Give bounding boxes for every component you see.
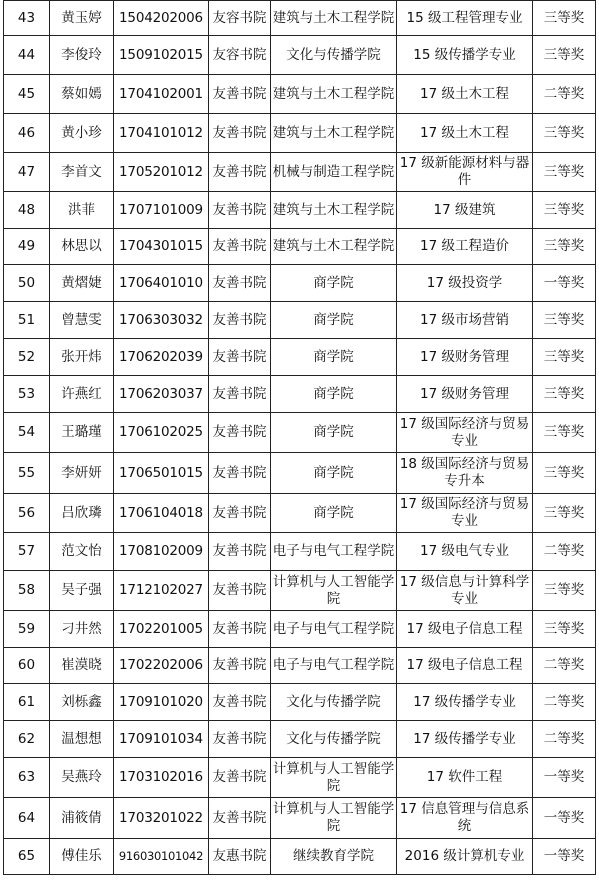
student-id-cell: 1703201022 [114, 798, 209, 839]
student-id-cell: 1709101020 [114, 684, 209, 721]
row-number-cell: 55 [4, 453, 50, 494]
student-id-cell: 1704101012 [114, 114, 209, 153]
major-name-cell: 17 级国际经济与贸易专业 [397, 413, 533, 453]
major-name-cell: 17 级财务管理 [397, 376, 533, 413]
award-level-cell: 二等奖 [533, 533, 596, 571]
major-name-cell: 17 级财务管理 [397, 339, 533, 376]
table-row [4, 413, 596, 453]
major-name-cell: 15 级工程管理专业 [397, 1, 533, 36]
student-id-cell: 1708102009 [114, 533, 209, 571]
major-name-cell: 17 级信息与计算科学专业 [397, 571, 533, 611]
college-name-cell: 商学院 [271, 413, 397, 453]
table-row [4, 611, 596, 648]
award-level-cell: 三等奖 [533, 413, 596, 453]
student-id-cell: 1704102001 [114, 75, 209, 114]
major-name-cell: 15 级传播学专业 [397, 36, 533, 75]
college-name-cell: 商学院 [271, 494, 397, 533]
major-name-cell: 17 级投资学 [397, 265, 533, 302]
major-name-cell: 17 级传播学专业 [397, 684, 533, 721]
college-name-cell: 计算机与人工智能学院 [271, 758, 397, 798]
table-row [4, 533, 596, 571]
award-level-cell: 一等奖 [533, 758, 596, 798]
student-id-cell: 1702202006 [114, 648, 209, 684]
academy-name-cell: 友善书院 [209, 75, 271, 114]
student-id-cell: 1509102015 [114, 36, 209, 75]
row-number-cell: 49 [4, 229, 50, 265]
row-number-cell: 57 [4, 533, 50, 571]
row-number-cell: 60 [4, 648, 50, 684]
row-number-cell: 52 [4, 339, 50, 376]
row-number-cell: 59 [4, 611, 50, 648]
student-name-cell: 温想想 [50, 721, 114, 758]
college-name-cell: 建筑与土木工程学院 [271, 75, 397, 114]
table-row [4, 302, 596, 339]
academy-name-cell: 友善书院 [209, 229, 271, 265]
major-name-cell: 17 级电子信息工程 [397, 648, 533, 684]
academy-name-cell: 友惠书院 [209, 839, 271, 875]
major-name-cell: 17 级国际经济与贸易专业 [397, 494, 533, 533]
award-level-cell: 三等奖 [533, 302, 596, 339]
student-id-cell: 1706203037 [114, 376, 209, 413]
student-id-cell: 1706303032 [114, 302, 209, 339]
row-number-cell: 53 [4, 376, 50, 413]
student-id-cell: 1706102025 [114, 413, 209, 453]
academy-name-cell: 友善书院 [209, 494, 271, 533]
student-name-cell: 傅佳乐 [50, 839, 114, 875]
major-name-cell: 17 软件工程 [397, 758, 533, 798]
row-number-cell: 62 [4, 721, 50, 758]
academy-name-cell: 友容书院 [209, 36, 271, 75]
student-id-cell: 1712102027 [114, 571, 209, 611]
row-number-cell: 56 [4, 494, 50, 533]
student-id-cell: 1703102016 [114, 758, 209, 798]
table-row [4, 721, 596, 758]
table-row [4, 758, 596, 798]
college-name-cell: 继续教育学院 [271, 839, 397, 875]
student-name-cell: 王璐瑾 [50, 413, 114, 453]
college-name-cell: 商学院 [271, 302, 397, 339]
row-number-cell: 45 [4, 75, 50, 114]
student-name-cell: 蔡如嫣 [50, 75, 114, 114]
college-name-cell: 商学院 [271, 265, 397, 302]
table-row [4, 114, 596, 153]
award-level-cell: 一等奖 [533, 839, 596, 875]
award-table [3, 0, 596, 875]
row-number-cell: 44 [4, 36, 50, 75]
student-name-cell: 范文怡 [50, 533, 114, 571]
table-row [4, 265, 596, 302]
table-row [4, 839, 596, 875]
table-row [4, 339, 596, 376]
major-name-cell: 17 级土木工程 [397, 114, 533, 153]
student-id-cell: 1709101034 [114, 721, 209, 758]
academy-name-cell: 友善书院 [209, 648, 271, 684]
college-name-cell: 电子与电气工程学院 [271, 611, 397, 648]
student-id-cell: 1706501015 [114, 453, 209, 494]
major-name-cell: 17 级电气专业 [397, 533, 533, 571]
table-row [4, 648, 596, 684]
row-number-cell: 43 [4, 1, 50, 36]
college-name-cell: 机械与制造工程学院 [271, 153, 397, 192]
award-level-cell: 三等奖 [533, 114, 596, 153]
academy-name-cell: 友善书院 [209, 302, 271, 339]
college-name-cell: 文化与传播学院 [271, 721, 397, 758]
award-level-cell: 三等奖 [533, 339, 596, 376]
award-level-cell: 三等奖 [533, 494, 596, 533]
academy-name-cell: 友善书院 [209, 265, 271, 302]
row-number-cell: 58 [4, 571, 50, 611]
table-row [4, 75, 596, 114]
academy-name-cell: 友善书院 [209, 376, 271, 413]
award-level-cell: 二等奖 [533, 684, 596, 721]
award-level-cell: 一等奖 [533, 798, 596, 839]
academy-name-cell: 友善书院 [209, 413, 271, 453]
student-name-cell: 李妍妍 [50, 453, 114, 494]
student-name-cell: 许燕红 [50, 376, 114, 413]
award-level-cell: 三等奖 [533, 1, 596, 36]
student-name-cell: 崔漠晓 [50, 648, 114, 684]
student-name-cell: 刁井然 [50, 611, 114, 648]
academy-name-cell: 友善书院 [209, 721, 271, 758]
row-number-cell: 64 [4, 798, 50, 839]
college-name-cell: 建筑与土木工程学院 [271, 229, 397, 265]
academy-name-cell: 友容书院 [209, 1, 271, 36]
academy-name-cell: 友善书院 [209, 758, 271, 798]
student-name-cell: 吴子强 [50, 571, 114, 611]
college-name-cell: 建筑与土木工程学院 [271, 114, 397, 153]
table-row [4, 229, 596, 265]
award-table-body [4, 1, 596, 875]
row-number-cell: 65 [4, 839, 50, 875]
academy-name-cell: 友善书院 [209, 153, 271, 192]
row-number-cell: 54 [4, 413, 50, 453]
award-table-container [3, 0, 596, 875]
college-name-cell: 建筑与土木工程学院 [271, 192, 397, 229]
student-id-cell: 916030101042 [114, 839, 209, 875]
student-name-cell: 张开炜 [50, 339, 114, 376]
major-name-cell: 17 级工程造价 [397, 229, 533, 265]
table-row [4, 684, 596, 721]
student-id-cell: 1705201012 [114, 153, 209, 192]
award-level-cell: 二等奖 [533, 75, 596, 114]
table-row [4, 153, 596, 192]
row-number-cell: 48 [4, 192, 50, 229]
major-name-cell: 17 级土木工程 [397, 75, 533, 114]
major-name-cell: 17 级电子信息工程 [397, 611, 533, 648]
row-number-cell: 63 [4, 758, 50, 798]
academy-name-cell: 友善书院 [209, 798, 271, 839]
award-level-cell: 三等奖 [533, 192, 596, 229]
student-name-cell: 黄小珍 [50, 114, 114, 153]
academy-name-cell: 友善书院 [209, 192, 271, 229]
student-id-cell: 1504202006 [114, 1, 209, 36]
college-name-cell: 商学院 [271, 339, 397, 376]
student-id-cell: 1704301015 [114, 229, 209, 265]
award-level-cell: 三等奖 [533, 376, 596, 413]
student-name-cell: 黄熠婕 [50, 265, 114, 302]
table-row [4, 36, 596, 75]
student-name-cell: 林思以 [50, 229, 114, 265]
student-name-cell: 洪菲 [50, 192, 114, 229]
academy-name-cell: 友善书院 [209, 114, 271, 153]
academy-name-cell: 友善书院 [209, 611, 271, 648]
award-level-cell: 二等奖 [533, 648, 596, 684]
row-number-cell: 50 [4, 265, 50, 302]
student-id-cell: 1707101009 [114, 192, 209, 229]
award-level-cell: 三等奖 [533, 153, 596, 192]
student-name-cell: 黄玉婷 [50, 1, 114, 36]
table-row [4, 376, 596, 413]
academy-name-cell: 友善书院 [209, 684, 271, 721]
college-name-cell: 计算机与人工智能学院 [271, 798, 397, 839]
student-name-cell: 吴燕玲 [50, 758, 114, 798]
student-name-cell: 李俊玲 [50, 36, 114, 75]
major-name-cell: 17 级新能源材料与器件 [397, 153, 533, 192]
major-name-cell: 18 级国际经济与贸易专升本 [397, 453, 533, 494]
student-id-cell: 1702201005 [114, 611, 209, 648]
award-level-cell: 三等奖 [533, 571, 596, 611]
table-row [4, 571, 596, 611]
award-level-cell: 三等奖 [533, 453, 596, 494]
row-number-cell: 61 [4, 684, 50, 721]
table-row [4, 1, 596, 36]
award-level-cell: 三等奖 [533, 611, 596, 648]
award-level-cell: 三等奖 [533, 36, 596, 75]
college-name-cell: 建筑与土木工程学院 [271, 1, 397, 36]
student-id-cell: 1706104018 [114, 494, 209, 533]
college-name-cell: 计算机与人工智能学院 [271, 571, 397, 611]
award-level-cell: 二等奖 [533, 721, 596, 758]
major-name-cell: 17 级市场营销 [397, 302, 533, 339]
table-row [4, 192, 596, 229]
student-name-cell: 曾慧雯 [50, 302, 114, 339]
row-number-cell: 47 [4, 153, 50, 192]
academy-name-cell: 友善书院 [209, 571, 271, 611]
major-name-cell: 2016 级计算机专业 [397, 839, 533, 875]
academy-name-cell: 友善书院 [209, 339, 271, 376]
row-number-cell: 46 [4, 114, 50, 153]
major-name-cell: 17 级传播学专业 [397, 721, 533, 758]
student-name-cell: 李首文 [50, 153, 114, 192]
award-level-cell: 一等奖 [533, 265, 596, 302]
college-name-cell: 商学院 [271, 376, 397, 413]
student-name-cell: 刘栎鑫 [50, 684, 114, 721]
row-number-cell: 51 [4, 302, 50, 339]
academy-name-cell: 友善书院 [209, 533, 271, 571]
academy-name-cell: 友善书院 [209, 453, 271, 494]
college-name-cell: 电子与电气工程学院 [271, 648, 397, 684]
student-id-cell: 1706202039 [114, 339, 209, 376]
college-name-cell: 文化与传播学院 [271, 36, 397, 75]
student-name-cell: 浦筱倩 [50, 798, 114, 839]
award-level-cell: 三等奖 [533, 229, 596, 265]
table-row [4, 494, 596, 533]
student-id-cell: 1706401010 [114, 265, 209, 302]
college-name-cell: 商学院 [271, 453, 397, 494]
student-name-cell: 吕欣璘 [50, 494, 114, 533]
table-row [4, 453, 596, 494]
college-name-cell: 电子与电气工程学院 [271, 533, 397, 571]
major-name-cell: 17 级建筑 [397, 192, 533, 229]
college-name-cell: 文化与传播学院 [271, 684, 397, 721]
major-name-cell: 17 信息管理与信息系统 [397, 798, 533, 839]
table-row [4, 798, 596, 839]
